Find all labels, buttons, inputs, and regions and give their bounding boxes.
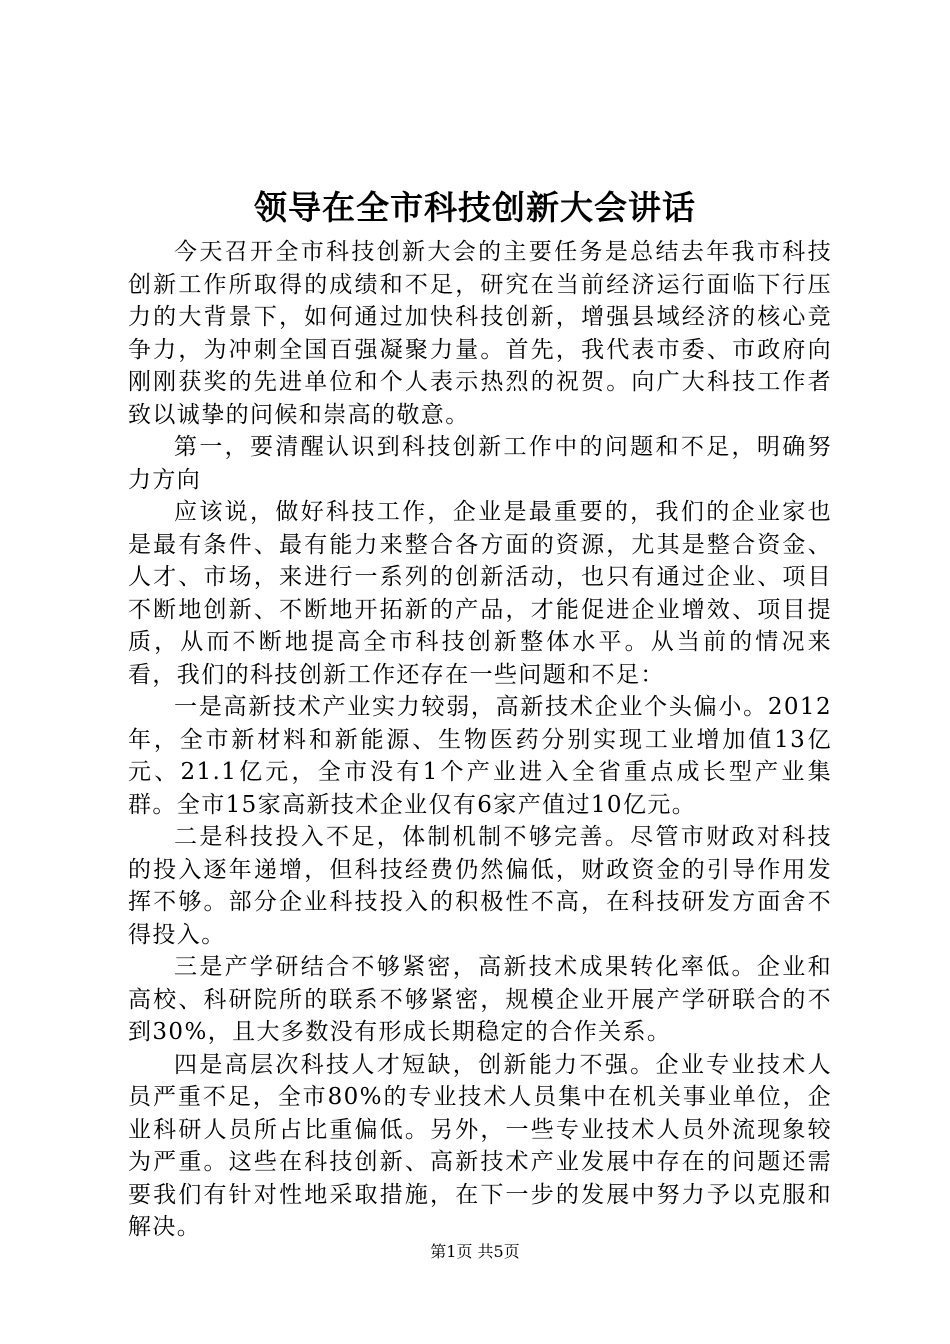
paragraph-problem-one: 一是高新技术产业实力较弱，高新技术企业个头偏小。2012年，全市新材料和新能源、生物医药分别实现工业增加值13亿元、21.1亿元，全市没有1个产业进入全省重点成长型产业集群。全市15家高新技术企业仅有6家产值过10亿元。 xyxy=(128,694,832,818)
document-body xyxy=(128,236,832,1244)
paragraph-problem-two: 二是科技投入不足，体制机制不够完善。尽管市财政对科技的投入逐年递增，但科技经费仍然偏低，财政资金的引导作用发挥不够。部分企业科技投入的积极性不高，在科技研发方面舍不得投入。 xyxy=(128,824,832,948)
page-number-footer: 第1页 共5页 xyxy=(430,1242,520,1261)
document-title: 领导在全市科技创新大会讲话 xyxy=(254,188,696,227)
paragraph-problem-four: 四是高层次科技人才短缺，创新能力不强。企业专业技术人员严重不足，全市80%的专业技术人员集中在机关事业单位，企业科研人员所占比重偏低。另外，一些专业技术人员外流现象较为严重。这些在科技创新、高新技术产业发展中存在的问题还需要我们有针对性地采取措施，在下一步的发展中努力予以克服和解决。 xyxy=(128,1051,832,1240)
paragraph-heading-first: 第一，要清醒认识到科技创新工作中的问题和不足，明确努力方向 xyxy=(128,434,832,493)
paragraph-intro: 今天召开全市科技创新大会的主要任务是总结去年我市科技创新工作所取得的成绩和不足，研究在当前经济运行面临下行压力的大背景下，如何通过加快科技创新，增强县域经济的核心竞争力，为冲刺全国百强凝聚力量。首先，我代表市委、市政府向刚刚获奖的先进单位和个人表示热烈的祝贺。向广大科技工作者致以诚挚的问候和崇高的敬意。 xyxy=(128,239,832,428)
paragraph-problem-three: 三是产学研结合不够紧密，高新技术成果转化率低。企业和高校、科研院所的联系不够紧密，规模企业开展产学研联合的不到30%，且大多数没有形成长期稳定的合作关系。 xyxy=(128,954,832,1045)
paragraph-enterprise: 应该说，做好科技工作，企业是最重要的，我们的企业家也是最有条件、最有能力来整合各方面的资源，尤其是整合资金、人才、市场，来进行一系列的创新活动，也只有通过企业、项目不断地创新、不断地开拓新的产品，才能促进企业增效、项目提质，从而不断地提高全市科技创新整体水平。从当前的情况来看，我们的科技创新工作还存在一些问题和不足： xyxy=(128,499,832,688)
